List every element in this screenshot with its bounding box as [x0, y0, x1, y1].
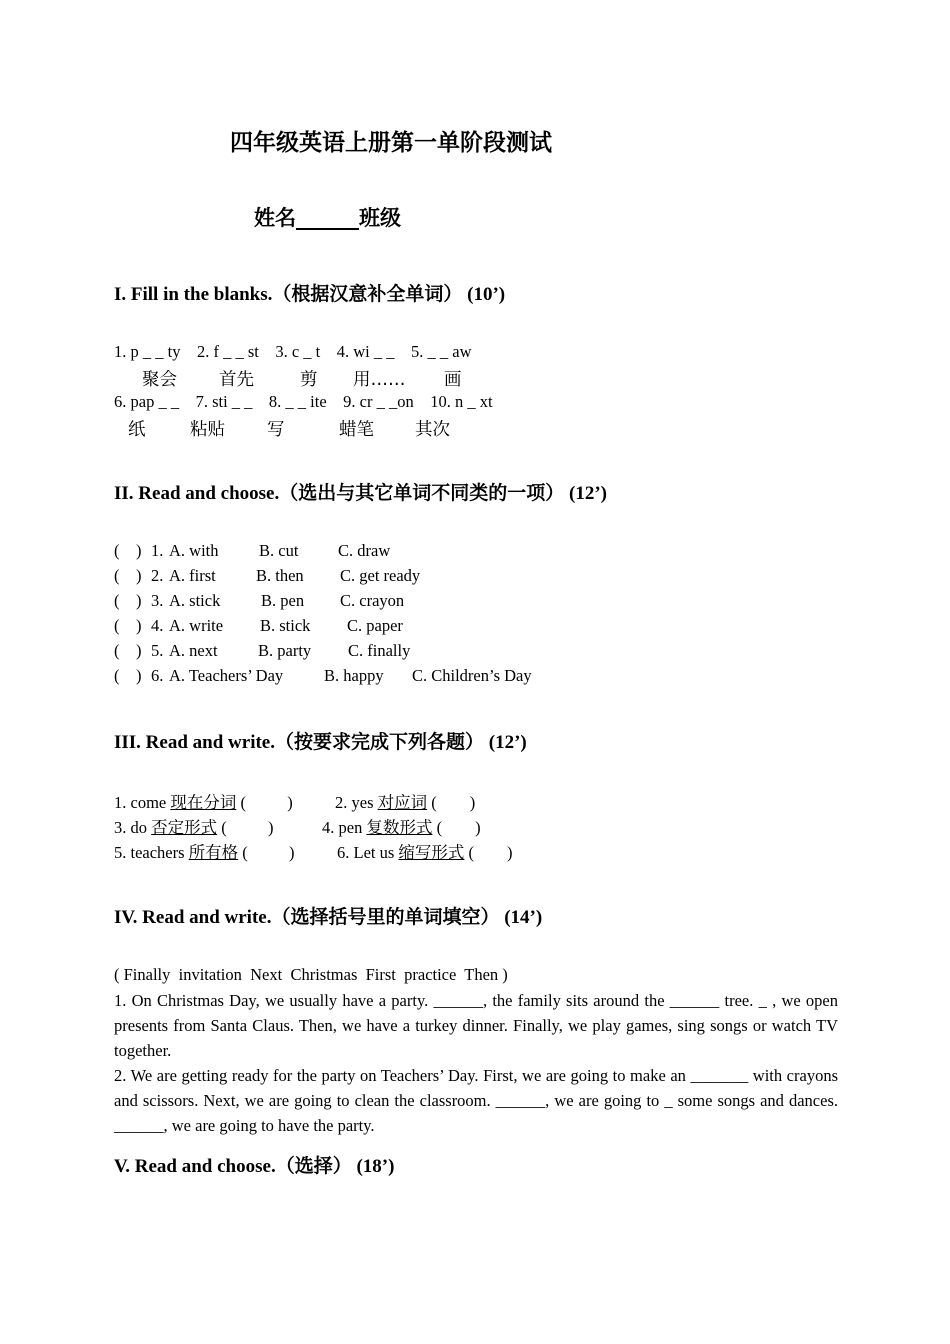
part1-gloss-10: 其次: [415, 420, 450, 440]
section-3-title: III. Read and write.: [114, 732, 275, 753]
class-label: 班级: [359, 206, 401, 230]
part1-row1-words: 1. p _ _ ty 2. f _ _ st 3. c _ t 4. wi _ _ 5. _ _ aw: [114, 342, 472, 361]
part1-gloss-6: 纸: [128, 420, 146, 440]
answer-paren[interactable]: ( ): [236, 793, 293, 812]
part1-gloss-9: 蜡笔: [339, 420, 374, 440]
section-2-heading: [114, 478, 607, 505]
answer-paren[interactable]: ( ): [427, 793, 476, 812]
section-4-heading: [114, 902, 542, 929]
section-5-cn: （选择）: [275, 1155, 352, 1177]
section-1-score: (10’): [462, 284, 506, 305]
section-4-score: (14’): [499, 907, 543, 928]
part3-hint: 复数形式: [366, 818, 433, 837]
name-label: 姓名: [254, 206, 296, 230]
part1-row2-words: 6. pap _ _ 7. sti _ _ 8. _ _ ite 9. cr _ _on 10. n _ xt: [114, 392, 493, 411]
section-2-title: II. Read and choose.: [114, 483, 280, 504]
section-3-score: (12’): [484, 732, 527, 753]
part3-hint: 所有格: [188, 843, 239, 862]
section-5-score: (18’): [351, 1156, 395, 1177]
section-1-cn: （根据汉意补全单词）: [272, 283, 463, 305]
section-4-title: IV. Read and write.: [114, 907, 272, 928]
answer-paren[interactable]: ( ): [114, 616, 142, 635]
word-box: ( Finally invitation Next Christmas First practice Then ): [114, 965, 508, 984]
answer-paren[interactable]: ( ): [217, 818, 274, 837]
part3-item-2: 2. yes 对应词 ( ): [335, 793, 476, 812]
part3-hint: 现在分词: [170, 793, 237, 812]
section-3-heading: [114, 727, 527, 754]
answer-paren[interactable]: ( ): [114, 666, 142, 685]
passage-2: 2. We are getting ready for the party on Teachers’ Day. First, we are going to make an _______ with crayons and scissors. Next, we are going to clean the classroom. ______, we are going to _ some songs and dances. ______, we are going to have the party.: [114, 1066, 838, 1135]
part3-item-3: 3. do 否定形式 ( ): [114, 818, 274, 837]
answer-paren[interactable]: ( ): [114, 541, 142, 560]
section-1-heading: [114, 279, 505, 306]
answer-paren[interactable]: ( ): [114, 641, 142, 660]
answer-paren[interactable]: ( ): [464, 843, 513, 862]
part1-gloss-4: 用……: [353, 370, 406, 390]
section-5-heading: [114, 1151, 394, 1178]
part3-item-5: 5. teachers 所有格 ( ): [114, 843, 295, 862]
name-blank: ______: [296, 206, 359, 230]
part1-gloss-5: 画: [444, 370, 462, 390]
part3-item-4: 4. pen 复数形式 ( ): [322, 818, 481, 837]
part1-gloss-2: 首先: [219, 370, 254, 390]
part1-gloss-3: 剪: [300, 370, 318, 390]
part3-hint: 对应词: [377, 793, 428, 812]
answer-paren[interactable]: ( ): [114, 566, 142, 585]
section-4-cn: （选择括号里的单词填空）: [271, 906, 500, 928]
page-title: 四年级英语上册第一单阶段测试: [230, 130, 552, 156]
section-2-score: (12’): [564, 483, 607, 504]
answer-paren[interactable]: ( ): [114, 591, 142, 610]
part3-item-6: 6. Let us 缩写形式 ( ): [337, 843, 513, 862]
answer-paren[interactable]: ( ): [238, 843, 295, 862]
section-3-cn: （按要求完成下列各题）: [274, 731, 484, 753]
section-5-title: V. Read and choose.: [114, 1156, 276, 1177]
part3-item-1: 1. come 现在分词 ( ): [114, 793, 293, 812]
answer-paren[interactable]: ( ): [432, 818, 481, 837]
student-info-line: [254, 202, 401, 232]
part3-hint: 缩写形式: [398, 843, 465, 862]
part1-gloss-7: 粘贴: [190, 420, 225, 440]
passage-1: 1. On Christmas Day, we usually have a party. ______, the family sits around the ______ tree. _ , we open presents from Santa Claus. Then, we have a turkey dinner. Finally, we play games, sing songs or watch TV together.: [114, 991, 838, 1060]
part3-hint: 否定形式: [151, 818, 218, 837]
part1-gloss-8: 写: [267, 420, 285, 440]
section-2-cn: （选出与其它单词不同类的一项）: [279, 482, 565, 504]
part1-gloss-1: 聚会: [142, 370, 177, 390]
section-1-title: I. Fill in the blanks.: [114, 284, 273, 305]
